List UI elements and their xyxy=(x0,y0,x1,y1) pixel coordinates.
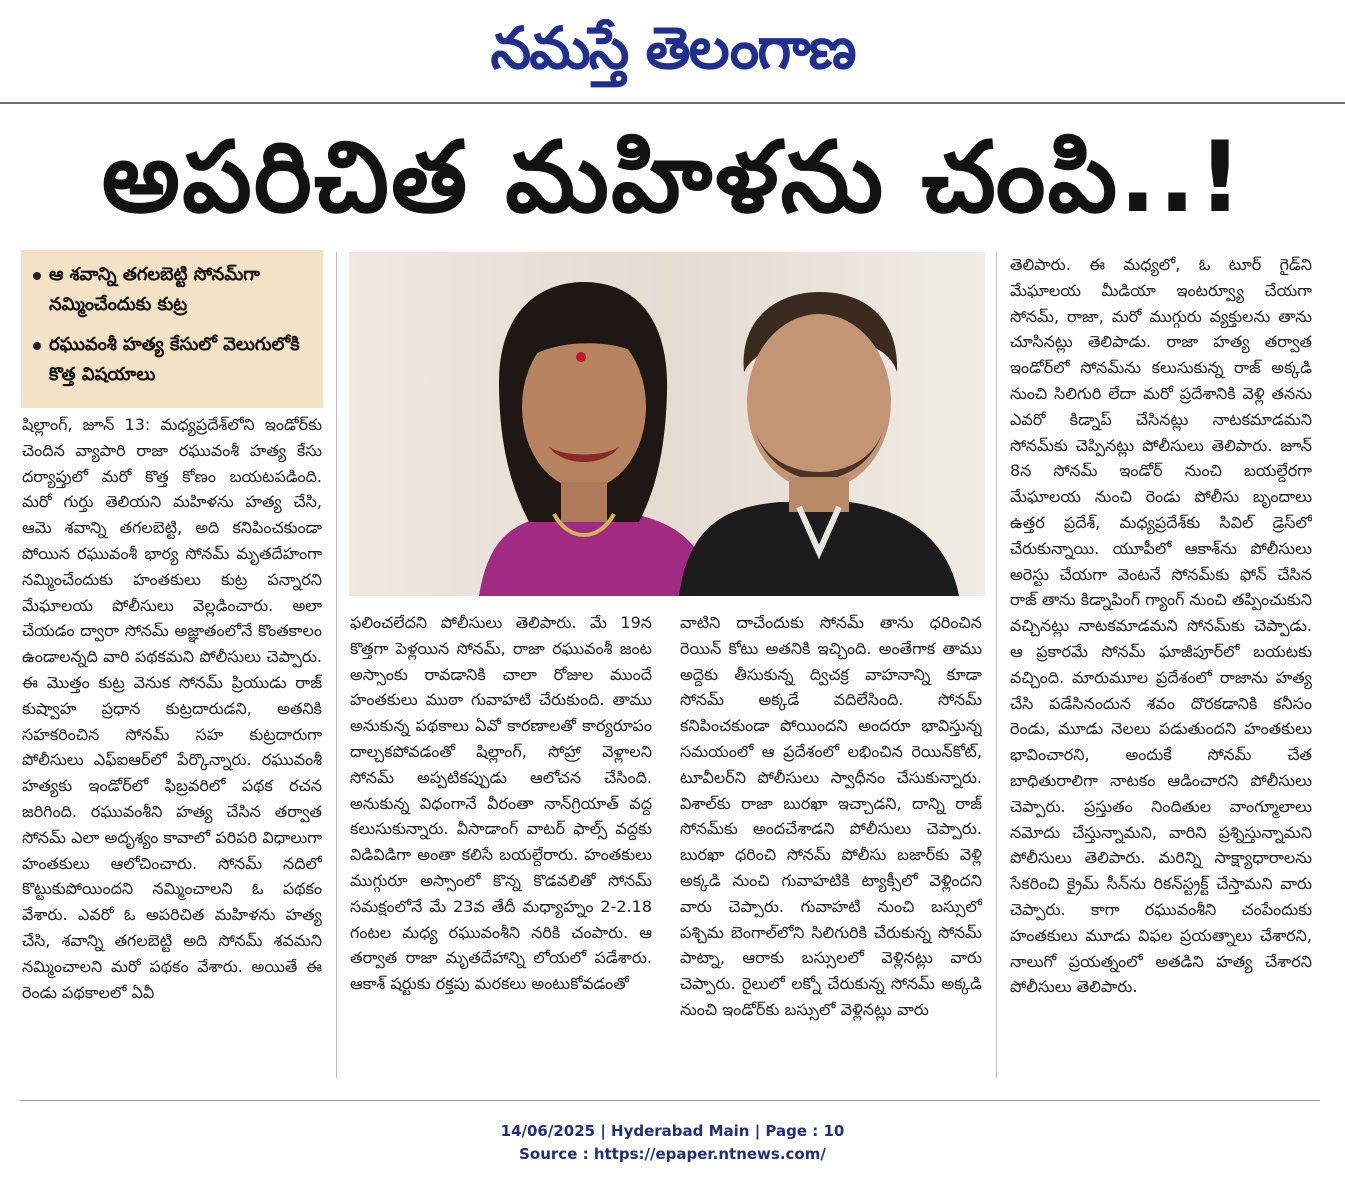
article-photo xyxy=(349,252,985,596)
article-headline: అపరిచిత మహిళను చంపి..! xyxy=(101,121,1245,235)
column-text: తెలిపారు. ఈ మధ్యలో, ఓ టూర్ గైడ్‌ని మేఘాలయ మీడియా ఇంటర్వ్యూ చేయగా సోనమ్, రాజా, మరో ముగ్గురు వ్యక్తులను తాను చూసినట్లు తెలిపాడు. రాజా హత్య తర్వాత ఇండోర్‌లో సోనమ్‌ను కలుసుకున్న రాజ్ అక్కడి నుంచి సిలిగురి లేదా మరో ప్రదేశానికి వెళ్లి తనను ఎవరో కిడ్నాప్ చేసినట్లు నాటకమాడమని సోనమ్‌కు చెప్పినట్లు పోలీసులు తెలిపారు. జూన్ 8న సోనమ్ ఇండోర్ నుంచి బయల్దేరగా మేఘాలయ నుంచి రెండు పోలీసు బృందాలు ఉత్తర ప్రదేశ్, మధ్యప్రదేశ్‌కు సివిల్ డ్రెస్‌లో చేరుకున్నాయి. యూపీలో ఆకాశ్‌ను పోలీసులు అరెస్టు చేయగా వెంటనే సోనమ్‌కు ఫోన్ చేసిన రాజ్ తాను కిడ్నాపింగ్ గ్యాంగ్ నుంచి తప్పించుకుని వచ్చినట్లు నాటకమాడమని సోనమ్‌కు చెప్పాడు. ఆ ప్రకారమే సోనమ్ ఘాజీపూర్‌లో బయటకు వచ్చింది. మారుమూల ప్రదేశంలో రాజాను హత్య చేసి పడేసినందున శవం దొరకడానికి కనీసం రెండు, మూడు నెలలు పడుతుందని హంతకులు భావించారని, అందుకే సోనమ్ చేత బాధితురాలిగా నాటకం ఆడించారని పోలీసులు చెప్పారు. ప్రస్తుతం నిందితుల వాంగ్మూలాలు నమోదు చేస్తున్నామని, వారిని ప్రశ్నిస్తున్నామని పోలీసులు తెలిపారు. మరిన్ని సాక్ష్యాధారాలను సేకరించి క్రైమ్ సీన్‌ను రికన్‌స్ట్రక్ట్ చేస్తామని వారు చెప్పారు. కాగా రఘువంశీని చంపేందుకు హంతకులు మూడు విఫల ప్రయత్నాలు చేశారని, నాలుగో ప్రయత్నంలో అతడిని హత్య చేశారని పోలీసులు తెలిపారు. xyxy=(1010,255,1312,997)
column-divider xyxy=(336,252,337,1078)
column-divider xyxy=(996,252,997,1078)
couple-photo xyxy=(349,252,985,596)
summary-bullet-text: ఆ శవాన్ని తగలబెట్టి సోనమ్‌గా నమ్మించేందుకు కుట్ర xyxy=(49,264,260,315)
bullet-dot-icon xyxy=(33,272,41,280)
column-text: ఫలించలేదని పోలీసులు తెలిపారు. మే 19న కొత్తగా పెళ్లయిన సోనమ్, రాజా రఘువంశీ జంట అస్సాంకు రావడానికి చాలా రోజుల ముందే హంతకులు ముఠా గువాహటి చేరుకుంది. తాము అనుకున్న పథకాలు ఏవో కారణాలతో కార్యరూపం దాల్చకపోవడంతో షిల్లాంగ్, సోహ్రా వెళ్లాలని సోనమ్ అప్పటికప్పుడు ఆలోచన చేసింది. అనుకున్న విధంగానే వీరంతా నాన్‌గ్రియాత్ వద్ద కలుసుకున్నారు. వీసాడాంగ్ వాటర్ ఫాల్స్ వద్దకు విడివిడిగా అంతా కలిసే బయల్దేరారు. హంతకులు ముగ్గురూ అస్సాంలో కొన్న కొడవలితో సోనమ్ సమక్షంలోనే మే 23వ తేదీ మధ్యాహ్నం 2-2.18 గంటల మధ్య రఘువంశీని నరికి చంపారు. ఆ తర్వాత రాజా మృతదేహాన్ని లోయలో పడేశారు. ఆకాశ్ షర్టుకు రక్తపు మరకలు అంటుకోవడంతో xyxy=(350,613,652,994)
newspaper-logo: నమస్తే తెలంగాణ xyxy=(490,14,855,82)
masthead xyxy=(0,0,1345,100)
summary-bullet xyxy=(33,330,311,390)
summary-bullet-text: రఘువంశీ హత్య కేసులో వెలుగులోకి కొత్త విషయాలు xyxy=(49,334,300,385)
footer-date-edition: 14/06/2025 | Hyderabad Main | Page : 10 xyxy=(500,1122,845,1140)
article-column-1 xyxy=(22,412,322,1088)
article-column-3 xyxy=(680,610,982,1088)
bullet-dot-icon xyxy=(33,342,41,350)
column-text: షిల్లాంగ్, జూన్ 13: మధ్యప్రదేశ్‌లోని ఇండోర్‌కు చెందిన వ్యాపారి రాజా రఘువంశీ హత్య కేసు దర్యాప్తులో మరో కొత్త కోణం బయటపడింది. మరో గుర్తు తెలియని మహిళను హత్య చేసి, ఆమె శవాన్ని తగలబెట్టి, అది కనిపించకుండా పోయిన రఘువంశీ భార్య సోనమ్ మృతదేహంగా నమ్మించేందుకు హంతకులు కుట్ర పన్నారని మేఘాలయ పోలీసులు వెల్లడించారు. అలా చేయడం ద్వారా సోనమ్ అజ్ఞాతంలోనే కొంతకాలం ఉండాలన్నది వారి పథకమని పోలీసులు చెప్పారు. ఈ మొత్తం కుట్ర వెనుక సోనమ్ ప్రియుడు రాజ్ కుష్వాహ ప్రధాన కుట్రదారుడని, అతనికి సహకరించిన సోనమ్ సహ కుట్రదారుగా పోలీసులు ఎఫ్‌ఐఆర్‌లో పేర్కొన్నారు. రఘువంశీ హత్యకు ఇండోర్‌లో ఫిబ్రవరిలో పథక రచన జరిగింది. రఘువంశీని హత్య చేసిన తర్వాత సోనమ్ ఎలా అదృశ్యం కావాలో పరిపరి విధాలుగా హంతకులు ఆలోచించారు. సోనమ్ నదిలో కొట్టుకుపోయిందని నమ్మించాలని ఓ పథకం వేశారు. ఎవరో ఓ అపరిచిత మహిళను హత్య చేసి, శవాన్ని తగలబెట్టి అది సోనమ్ శవమని నమ్మించాలని మరో పథకం వేశారు. అయితే ఈ రెండు పథకాలలో ఏవీ xyxy=(22,415,322,1002)
masthead-divider xyxy=(0,102,1345,104)
summary-box xyxy=(21,250,323,408)
column-text: వాటిని దాచేందుకు సోనమ్ తాను ధరించిన రెయిన్ కోటు అతనికి ఇచ్చింది. అంతేగాక తాము అద్దెకు తీసుకున్న ద్విచక్ర వాహనాన్ని కూడా సోనమ్ అక్కడే వదిలేసింది. సోనమ్ కనిపించకుండా పోయిందని అందరూ భావిస్తున్న సమయంలో ఆ ప్రదేశంలో లభించిన రెయిన్‌కోట్, టూవీలర్‌ని పోలీసులు స్వాధీనం చేసుకున్నారు. విశాల్‌కు రాజా బురఖా ఇచ్చాడని, దాన్ని రాజ్ సోనమ్‌కు అందచేశాడని పోలీసులు చెప్పారు. బురఖా ధరించి సోనమ్ పోలీసు బజార్‌కు వెళ్లి అక్కడి నుంచి గువాహటికి ట్యాక్సీలో వెళ్లిందని వారు చెప్పారు. గువాహటి నుంచి బస్సులో పశ్చిమ బెంగాల్‌లోని సిలిగురికి చేరుకున్న సోనమ్ పాట్నా, ఆరాకు బస్సులలో వెళ్లినట్లు వారు చెప్పారు. రైలులో లక్నో చేరుకున్న సోనమ్ అక్కడి నుంచి ఇండోర్‌కు బస్సులో వెళ్లినట్లు వారు xyxy=(680,613,982,1019)
footer-source-link[interactable]: Source : https://epaper.ntnews.com/ xyxy=(519,1145,826,1163)
footer-divider xyxy=(20,1100,1320,1101)
article-column-4 xyxy=(1010,252,1312,1088)
summary-bullet xyxy=(33,260,311,320)
article-column-2 xyxy=(350,610,652,1088)
